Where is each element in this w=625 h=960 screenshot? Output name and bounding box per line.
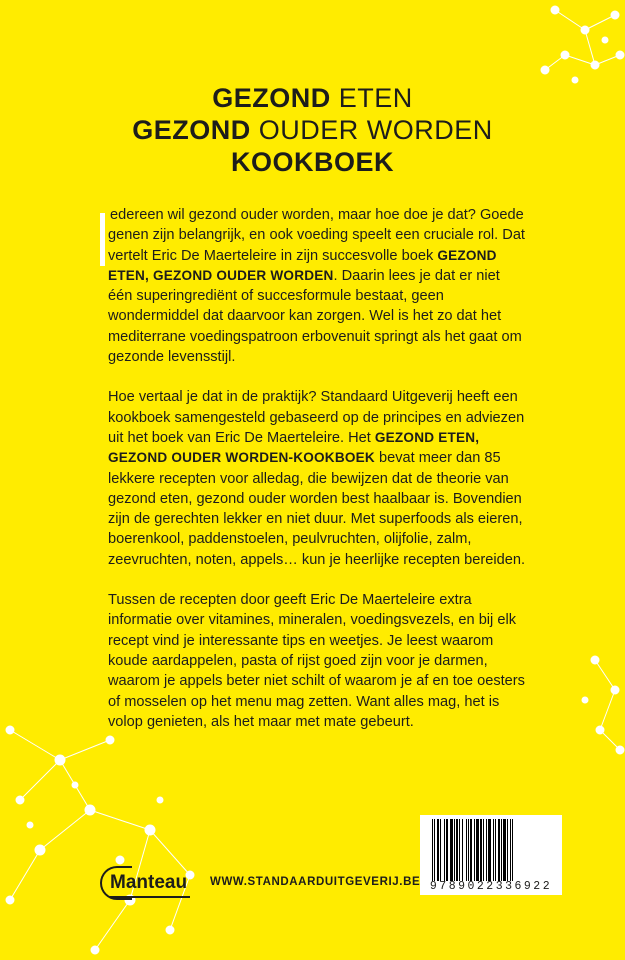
blurb-text	[108, 205, 528, 752]
text: Hoe vertaal je dat in de praktijk? Standaard Uitgeverij heeft een kookboek samengesteld gebaseerd op de principes en adviezen uit het boek van Eric De Maerteleire. Het	[108, 389, 525, 446]
title-line-3	[0, 146, 625, 178]
manteau-logo	[100, 866, 190, 902]
text: edereen wil gezond ouder worden, maar hoe doe je dat? Goede genen zijn belangrijk, en ook voeding speelt een cruciale rol. Dat vertelt Eric De Maerteleire in zijn succesvolle boek	[108, 207, 525, 264]
paragraph-3	[108, 590, 528, 732]
dot-network-top-right	[535, 0, 625, 90]
isbn-barcode	[420, 815, 562, 895]
barcode-bars	[432, 819, 548, 881]
text: . Daarin lees je dat er niet één superingrediënt of succesformule bestaat, geen wondermiddel dat daarvoor kan zorgen. Wel is het zo dat het mediterrane voedingspatroon erbovenuit springt als het gaat om gezonde levensstijl.	[108, 267, 522, 366]
text: Tussen de recepten door geeft Eric De Maerteleire extra informatie over vitamines, mineralen, voedingsvezels, en bij elk recept vind je interessante tips en weetjes. Je leest waarom koude aardappelen, pasta of rijst goed zijn voor je darmen, waarom je appels beter niet schilt of waarom je af en toe oesters of mosselen op het menu mag zetten. Want alles mag, het is volop genieten, als het maar met mate gebeurt.	[108, 592, 525, 730]
publisher-url[interactable]: WWW.STANDAARDUITGEVERIJ.BE	[210, 876, 421, 888]
book-title	[0, 82, 625, 178]
dot-network-right	[575, 640, 625, 760]
book-reference: GEZOND ETEN, GEZOND OUDER WORDEN	[108, 247, 497, 283]
title-light: ETEN	[338, 83, 413, 113]
paragraph-2	[108, 387, 528, 570]
title-bold: GEZOND	[132, 115, 251, 145]
title-bold: KOOKBOEK	[230, 147, 394, 177]
text: bevat meer dan 85 lekkere recepten voor alledag, die bewijzen dat de theorie van gezond eten, gezond ouder worden best haalbaar is. Bovendien zijn de gerechten lekker en niet duur. Met superfoods als eieren, boerenkool, paddenstoelen, peulvruchten, olijfolie, zalm, zeevruchten, noten, appels… kun je heerlijke recepten bereiden.	[108, 450, 525, 568]
isbn-number: 9789022336922	[429, 880, 553, 893]
book-reference: GEZOND ETEN, GEZOND OUDER WORDEN-KOOKBOEK	[108, 429, 480, 466]
initial-letter-bar	[100, 213, 105, 266]
barcode-bar	[512, 819, 513, 881]
logo-text: Manteau	[110, 872, 188, 893]
title-line-1	[0, 82, 625, 114]
title-line-2	[0, 114, 625, 146]
paragraph-1	[108, 205, 528, 367]
title-light: OUDER WORDEN	[258, 115, 493, 145]
title-bold: GEZOND	[212, 83, 331, 113]
